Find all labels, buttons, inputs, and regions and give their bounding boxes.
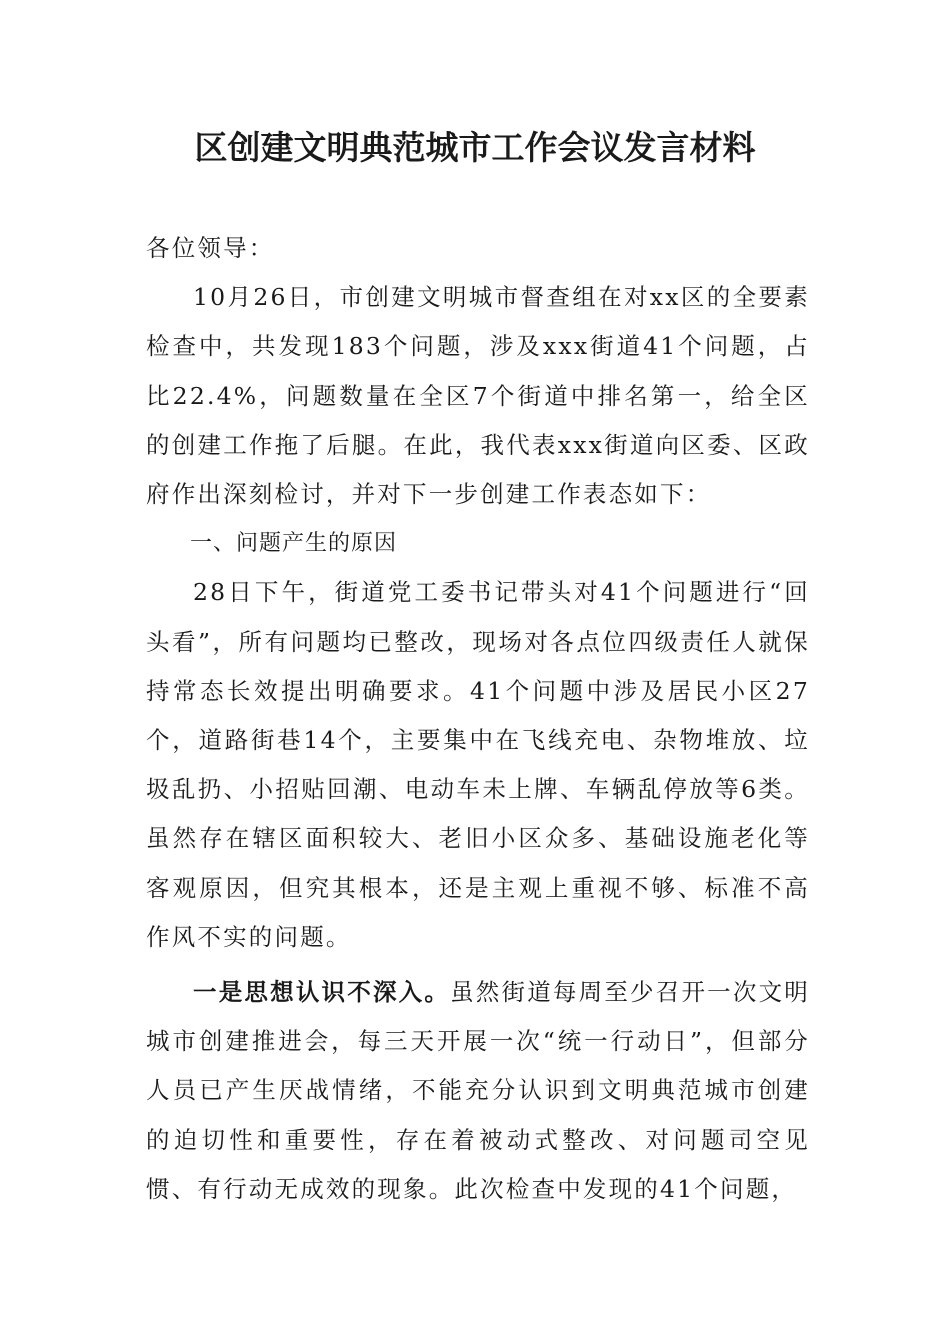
salutation: 各位领导： bbox=[146, 234, 275, 262]
document-body bbox=[146, 224, 810, 1214]
section-1-paragraph: 28日下午，街道党工委书记带头对41个问题进行“回头看”，所有问题均已整改，现场对各点位四级责任人就保持常态长效提出明确要求。41个问题中涉及居民小区27个，道路街巷14个，主要集中在飞线充电、杂物堆放、垃圾乱扔、小招贴回潮、电动车未上牌、车辆乱停放等6类。虽然存在辖区面积较大、老旧小区众多、基础设施老化等客观原因，但究其根本，还是主观上重视不够、标准不高作风不实的问题。 bbox=[146, 578, 810, 951]
document-title: 区创建文明典范城市工作会议发言材料 bbox=[194, 128, 756, 167]
point-1-text: 虽然街道每周至少召开一次文明城市创建推进会，每三天开展一次“统一行动日”，但部分人员已产生厌战情绪，不能充分认识到文明典范城市创建的迫切性和重要性，存在着被动式整改、对问题司空见惯、有行动无成效的现象。此次检查中发现的41个问题， bbox=[146, 978, 810, 1203]
point-1-lead: 一是思想认识不深入。 bbox=[193, 978, 451, 1007]
point-1-paragraph bbox=[146, 968, 810, 1214]
intro-paragraph: 10月26日，市创建文明城市督查组在对xx区的全要素检查中，共发现183个问题，涉及xxx街道41个问题，占比22.4%，问题数量在全区7个街道中排名第一，给全区的创建工作拖了后腿。在此，我代表xxx街道向区委、区政府作出深刻检讨，并对下一步创建工作表态如下： bbox=[146, 283, 810, 509]
section-heading-1: 一、问题产生的原因 bbox=[190, 531, 398, 557]
